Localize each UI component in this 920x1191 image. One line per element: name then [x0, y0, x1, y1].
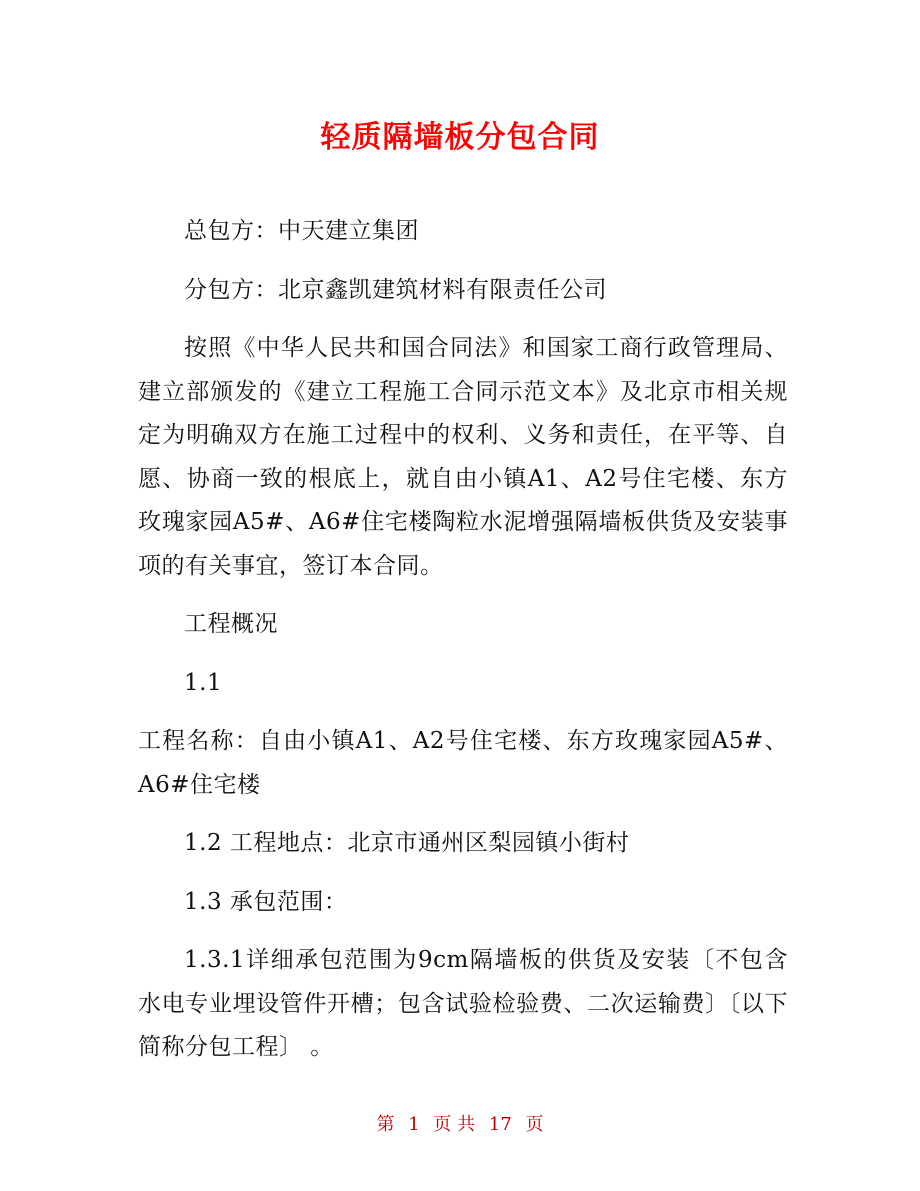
document-body: [138, 210, 788, 1085]
paragraph-preamble: 按照《中华人民共和国合同法》和国家工商行政管理局、建立部颁发的《建立工程施工合同示范文本》及北京市相关规定为明确双方在施工过程中的权利、义务和责任，在平等、自愿、协商一致的根底上，就自由小镇A1、A2号住宅楼、东方玫瑰家园A5#、A6#住宅楼陶粒水泥增强隔墙板供货及安装事项的有关事宜，签订本合同。: [138, 335, 788, 579]
document-title: 轻质隔墙板分包合同: [320, 120, 600, 155]
footer-page-number: 1: [408, 1114, 420, 1135]
footer-page-total: 17: [488, 1114, 512, 1135]
footer-page-prefix: 第: [376, 1114, 395, 1135]
paragraph-subcontractor: 分包方：北京鑫凯建筑材料有限责任公司: [184, 276, 607, 303]
paragraph-clause-1-3-1: 1.3.1详细承包范围为9cm隔墙板的供货及安装〔不包含水电专业埋设管件开槽；包含试验检验费、二次运输费〕〔以下简称分包工程〕 。: [138, 947, 788, 1060]
paragraph-project-name: 工程名称：自由小镇A1、A2号住宅楼、东方玫瑰家园A5#、A6#住宅楼: [138, 728, 788, 798]
paragraph-clause-1-3: 1.3 承包范围：: [184, 888, 348, 915]
paragraph-general-contractor: 总包方：中天建立集团: [184, 218, 419, 244]
footer-page-mid: 页 共: [433, 1114, 476, 1135]
footer-page-suffix: 页: [525, 1114, 544, 1135]
paragraph-clause-1-1: 1.1: [184, 669, 223, 696]
paragraph-section-heading: 工程概况: [184, 611, 278, 637]
paragraph-clause-1-2: 1.2 工程地点：北京市通州区梨园镇小街村: [184, 830, 630, 856]
page-footer: [0, 1112, 920, 1138]
